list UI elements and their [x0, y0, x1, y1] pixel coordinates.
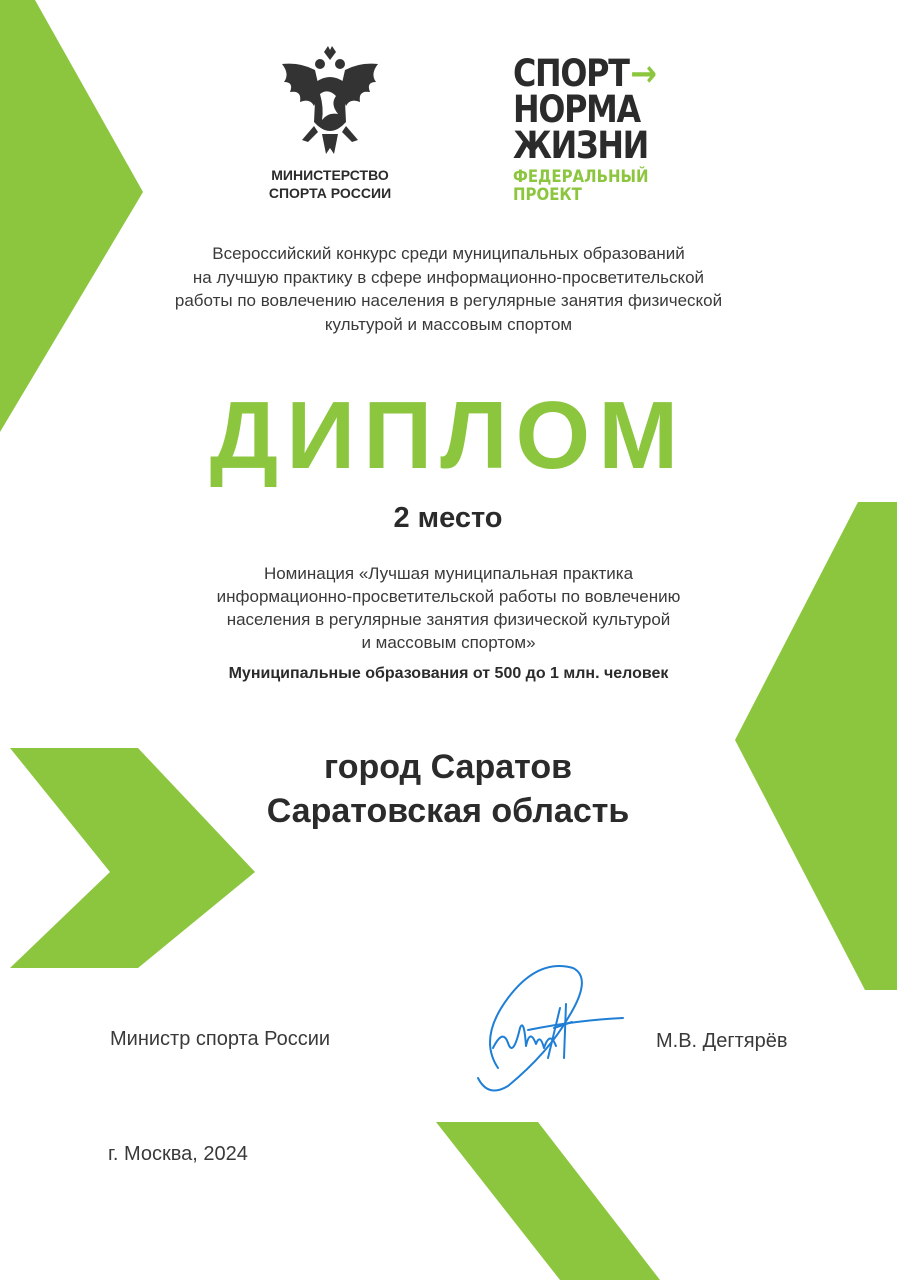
place-award: 2 место [393, 502, 503, 534]
recipient-region: Саратовская область [266, 792, 630, 830]
nomination-line-3: населения в регулярные занятия физической культурой [226, 610, 671, 629]
nomination-line-1: Номинация «Лучшая муниципальная практика [263, 564, 634, 583]
chevron-top-left [0, 0, 143, 432]
sport-logo-line-2: НОРМА [513, 88, 640, 131]
recipient-city: город Саратов [323, 748, 573, 786]
federal-project-line-2: ПРОЕКТ [513, 185, 582, 205]
nomination-text [140, 562, 757, 654]
contest-line-2: на лучшую практику в сфере информационно-просветительской [192, 267, 705, 287]
place-and-date: г. Москва, 2024 [108, 1143, 248, 1165]
sport-logo-word-1: СПОРТ [513, 52, 629, 95]
signatory-title: Министр спорта России [110, 1028, 331, 1050]
nomination-line-4: и массовым спортом» [361, 633, 536, 652]
diploma-title: ДИПЛОМ [209, 382, 687, 489]
ministry-line-2: СПОРТА РОССИИ [268, 185, 392, 201]
chevron-right [735, 502, 897, 990]
recipient [148, 745, 748, 833]
contest-line-1: Всероссийский конкурс среди муниципальных образований [212, 244, 685, 263]
sport-logo-line-1 [513, 52, 656, 95]
federal-project-line-1: ФЕДЕРАЛЬНЫЙ [513, 167, 649, 187]
sport-norma-zhizni-logo [513, 52, 673, 205]
ministry-line-1: МИНИСТЕРСТВО [271, 167, 389, 183]
signatory-name: М.В. Дегтярёв [656, 1030, 788, 1052]
contest-line-3: работы по вовлечению населения в регулярные занятия физической [174, 291, 723, 310]
eagle-emblem-icon [270, 42, 390, 162]
category-text: Муниципальные образования от 500 до 1 млн. человек [228, 665, 669, 682]
chevron-bottom [436, 1122, 660, 1280]
arrow-right-icon: → [630, 52, 656, 95]
sport-logo-line-3: ЖИЗНИ [513, 124, 649, 167]
contest-description [120, 242, 777, 336]
ministry-name [250, 166, 410, 202]
contest-line-4: культурой и массовым спортом [324, 314, 573, 334]
nomination-line-2: информационно-просветительской работы по вовлечению [216, 587, 681, 606]
handwritten-signature [468, 958, 628, 1098]
